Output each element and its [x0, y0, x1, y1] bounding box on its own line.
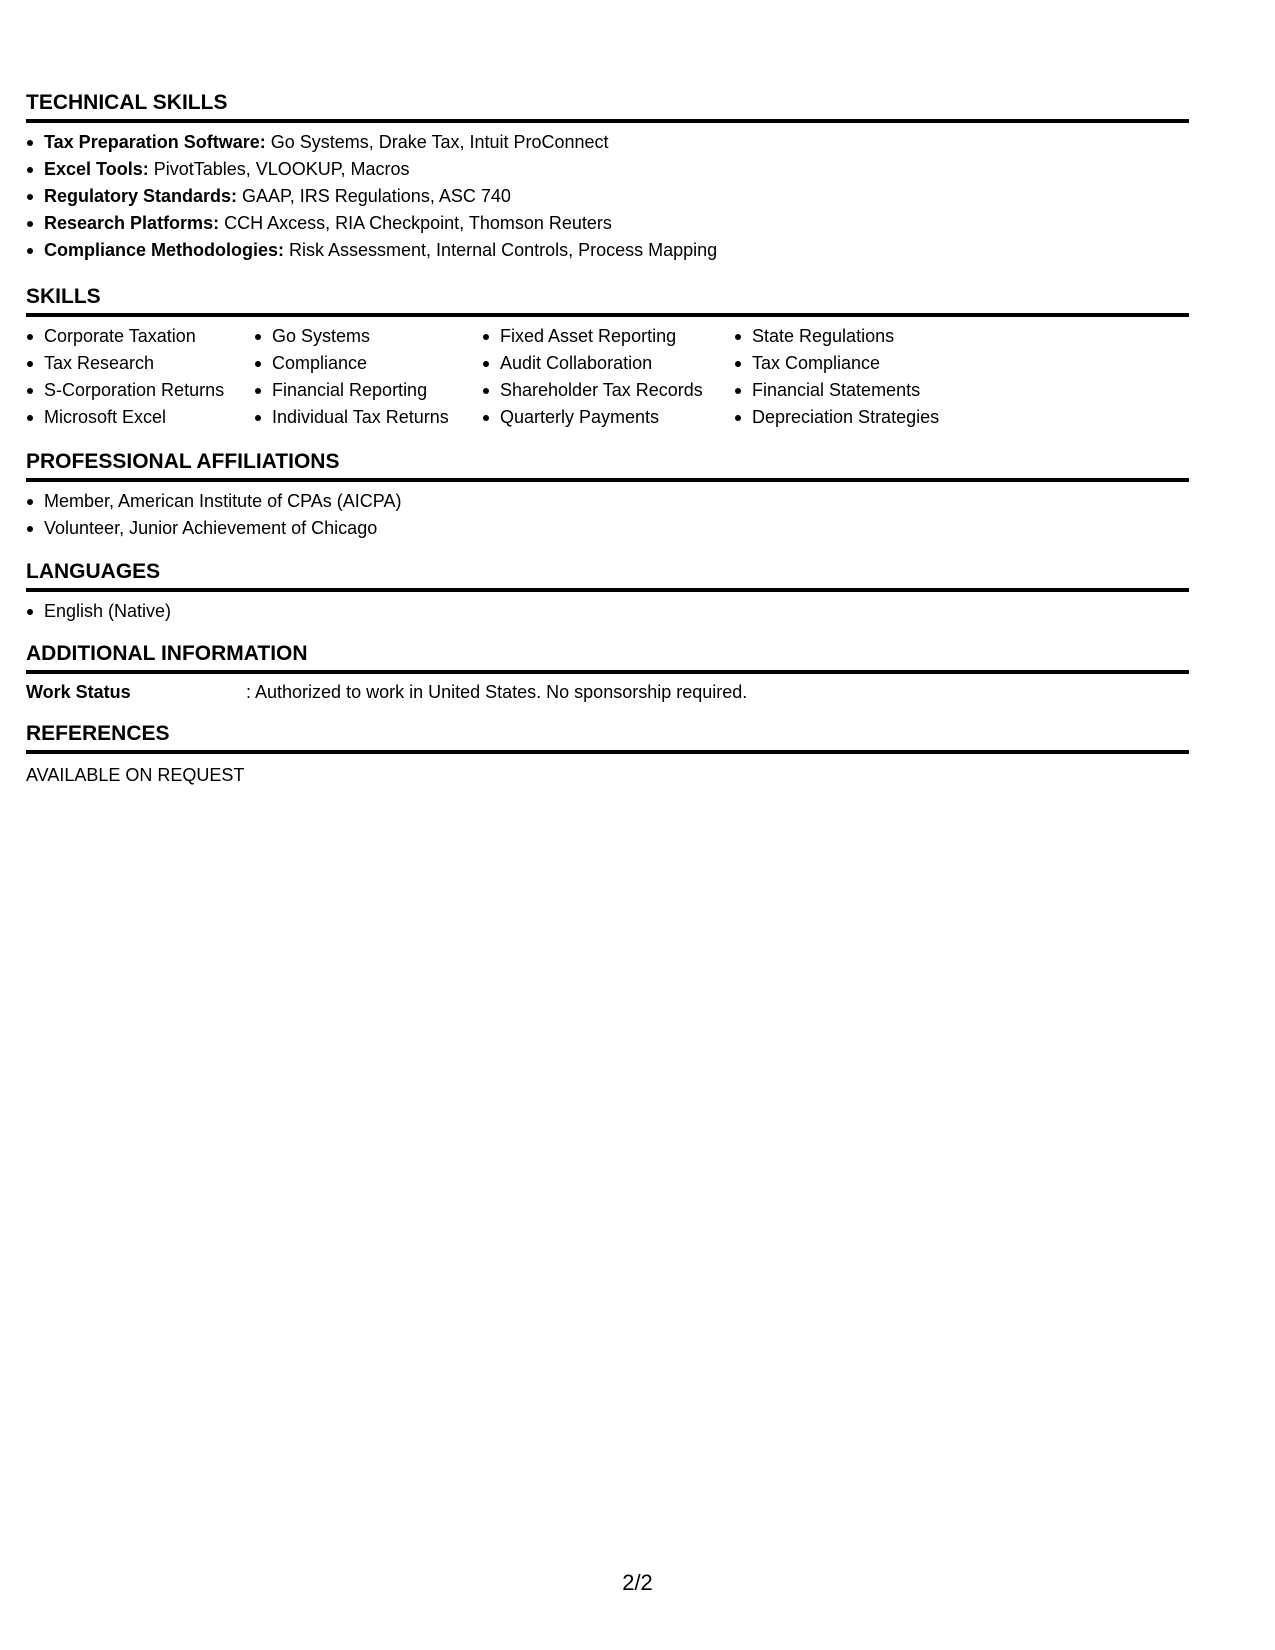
list-item: Fixed Asset Reporting — [482, 323, 734, 350]
skills-column — [26, 323, 254, 431]
list-item — [26, 129, 1189, 156]
affiliations-section — [26, 450, 1189, 542]
skills-grid — [26, 323, 1189, 431]
section-title-skills: SKILLS — [26, 285, 1189, 317]
list-item: S-Corporation Returns — [26, 377, 254, 404]
list-item: Go Systems — [254, 323, 482, 350]
skills-column — [482, 323, 734, 431]
references-text: AVAILABLE ON REQUEST — [26, 765, 245, 785]
list-item: Financial Reporting — [254, 377, 482, 404]
work-status-value: : Authorized to work in United States. No sponsorship required. — [246, 682, 748, 702]
references-section — [26, 722, 1189, 789]
affiliations-list — [26, 488, 1189, 542]
skill-category-label: Excel Tools: — [44, 159, 149, 179]
list-item: Tax Compliance — [734, 350, 994, 377]
languages-section — [26, 560, 1189, 625]
section-title-additional-info: ADDITIONAL INFORMATION — [26, 642, 1189, 674]
skill-category-value: PivotTables, VLOOKUP, Macros — [148, 159, 410, 179]
skill-category-label: Research Platforms: — [44, 213, 220, 233]
list-item: Microsoft Excel — [26, 404, 254, 431]
list-item: Depreciation Strategies — [734, 404, 994, 431]
list-item: Tax Research — [26, 350, 254, 377]
list-item — [26, 183, 1189, 210]
skill-category-value: GAAP, IRS Regulations, ASC 740 — [237, 186, 511, 206]
skills-column — [254, 323, 482, 431]
list-item: Member, American Institute of CPAs (AICPA) — [26, 488, 1189, 515]
skill-category-value: Risk Assessment, Internal Controls, Process Mapping — [284, 240, 718, 260]
list-item: Compliance — [254, 350, 482, 377]
work-status-row — [26, 679, 1189, 706]
list-item: Financial Statements — [734, 377, 994, 404]
list-item — [26, 210, 1189, 237]
skills-column — [734, 323, 994, 431]
section-title-technical-skills: TECHNICAL SKILLS — [26, 91, 1189, 123]
list-item: English (Native) — [26, 598, 1189, 625]
skill-category-label: Regulatory Standards: — [44, 186, 238, 206]
work-status-label: Work Status — [26, 682, 131, 702]
technical-skills-list — [26, 129, 1189, 264]
section-title-affiliations: PROFESSIONAL AFFILIATIONS — [26, 450, 1189, 482]
list-item: Corporate Taxation — [26, 323, 254, 350]
list-item: Audit Collaboration — [482, 350, 734, 377]
list-item: Quarterly Payments — [482, 404, 734, 431]
skill-category-label: Compliance Methodologies: — [44, 240, 285, 260]
languages-list — [26, 598, 1189, 625]
list-item — [26, 156, 1189, 183]
technical-skills-section — [26, 91, 1189, 264]
additional-info-section — [26, 642, 1189, 706]
list-item: Volunteer, Junior Achievement of Chicago — [26, 515, 1189, 542]
list-item — [26, 237, 1189, 264]
skills-section — [26, 285, 1189, 431]
section-title-references: REFERENCES — [26, 722, 1189, 754]
skill-category-label: Tax Preparation Software: — [44, 132, 266, 152]
section-title-languages: LANGUAGES — [26, 560, 1189, 592]
list-item: Individual Tax Returns — [254, 404, 482, 431]
list-item: State Regulations — [734, 323, 994, 350]
list-item: Shareholder Tax Records — [482, 377, 734, 404]
skill-category-value: CCH Axcess, RIA Checkpoint, Thomson Reuters — [219, 213, 612, 233]
page-number: 2/2 — [622, 1570, 653, 1595]
skill-category-value: Go Systems, Drake Tax, Intuit ProConnect — [265, 132, 609, 152]
